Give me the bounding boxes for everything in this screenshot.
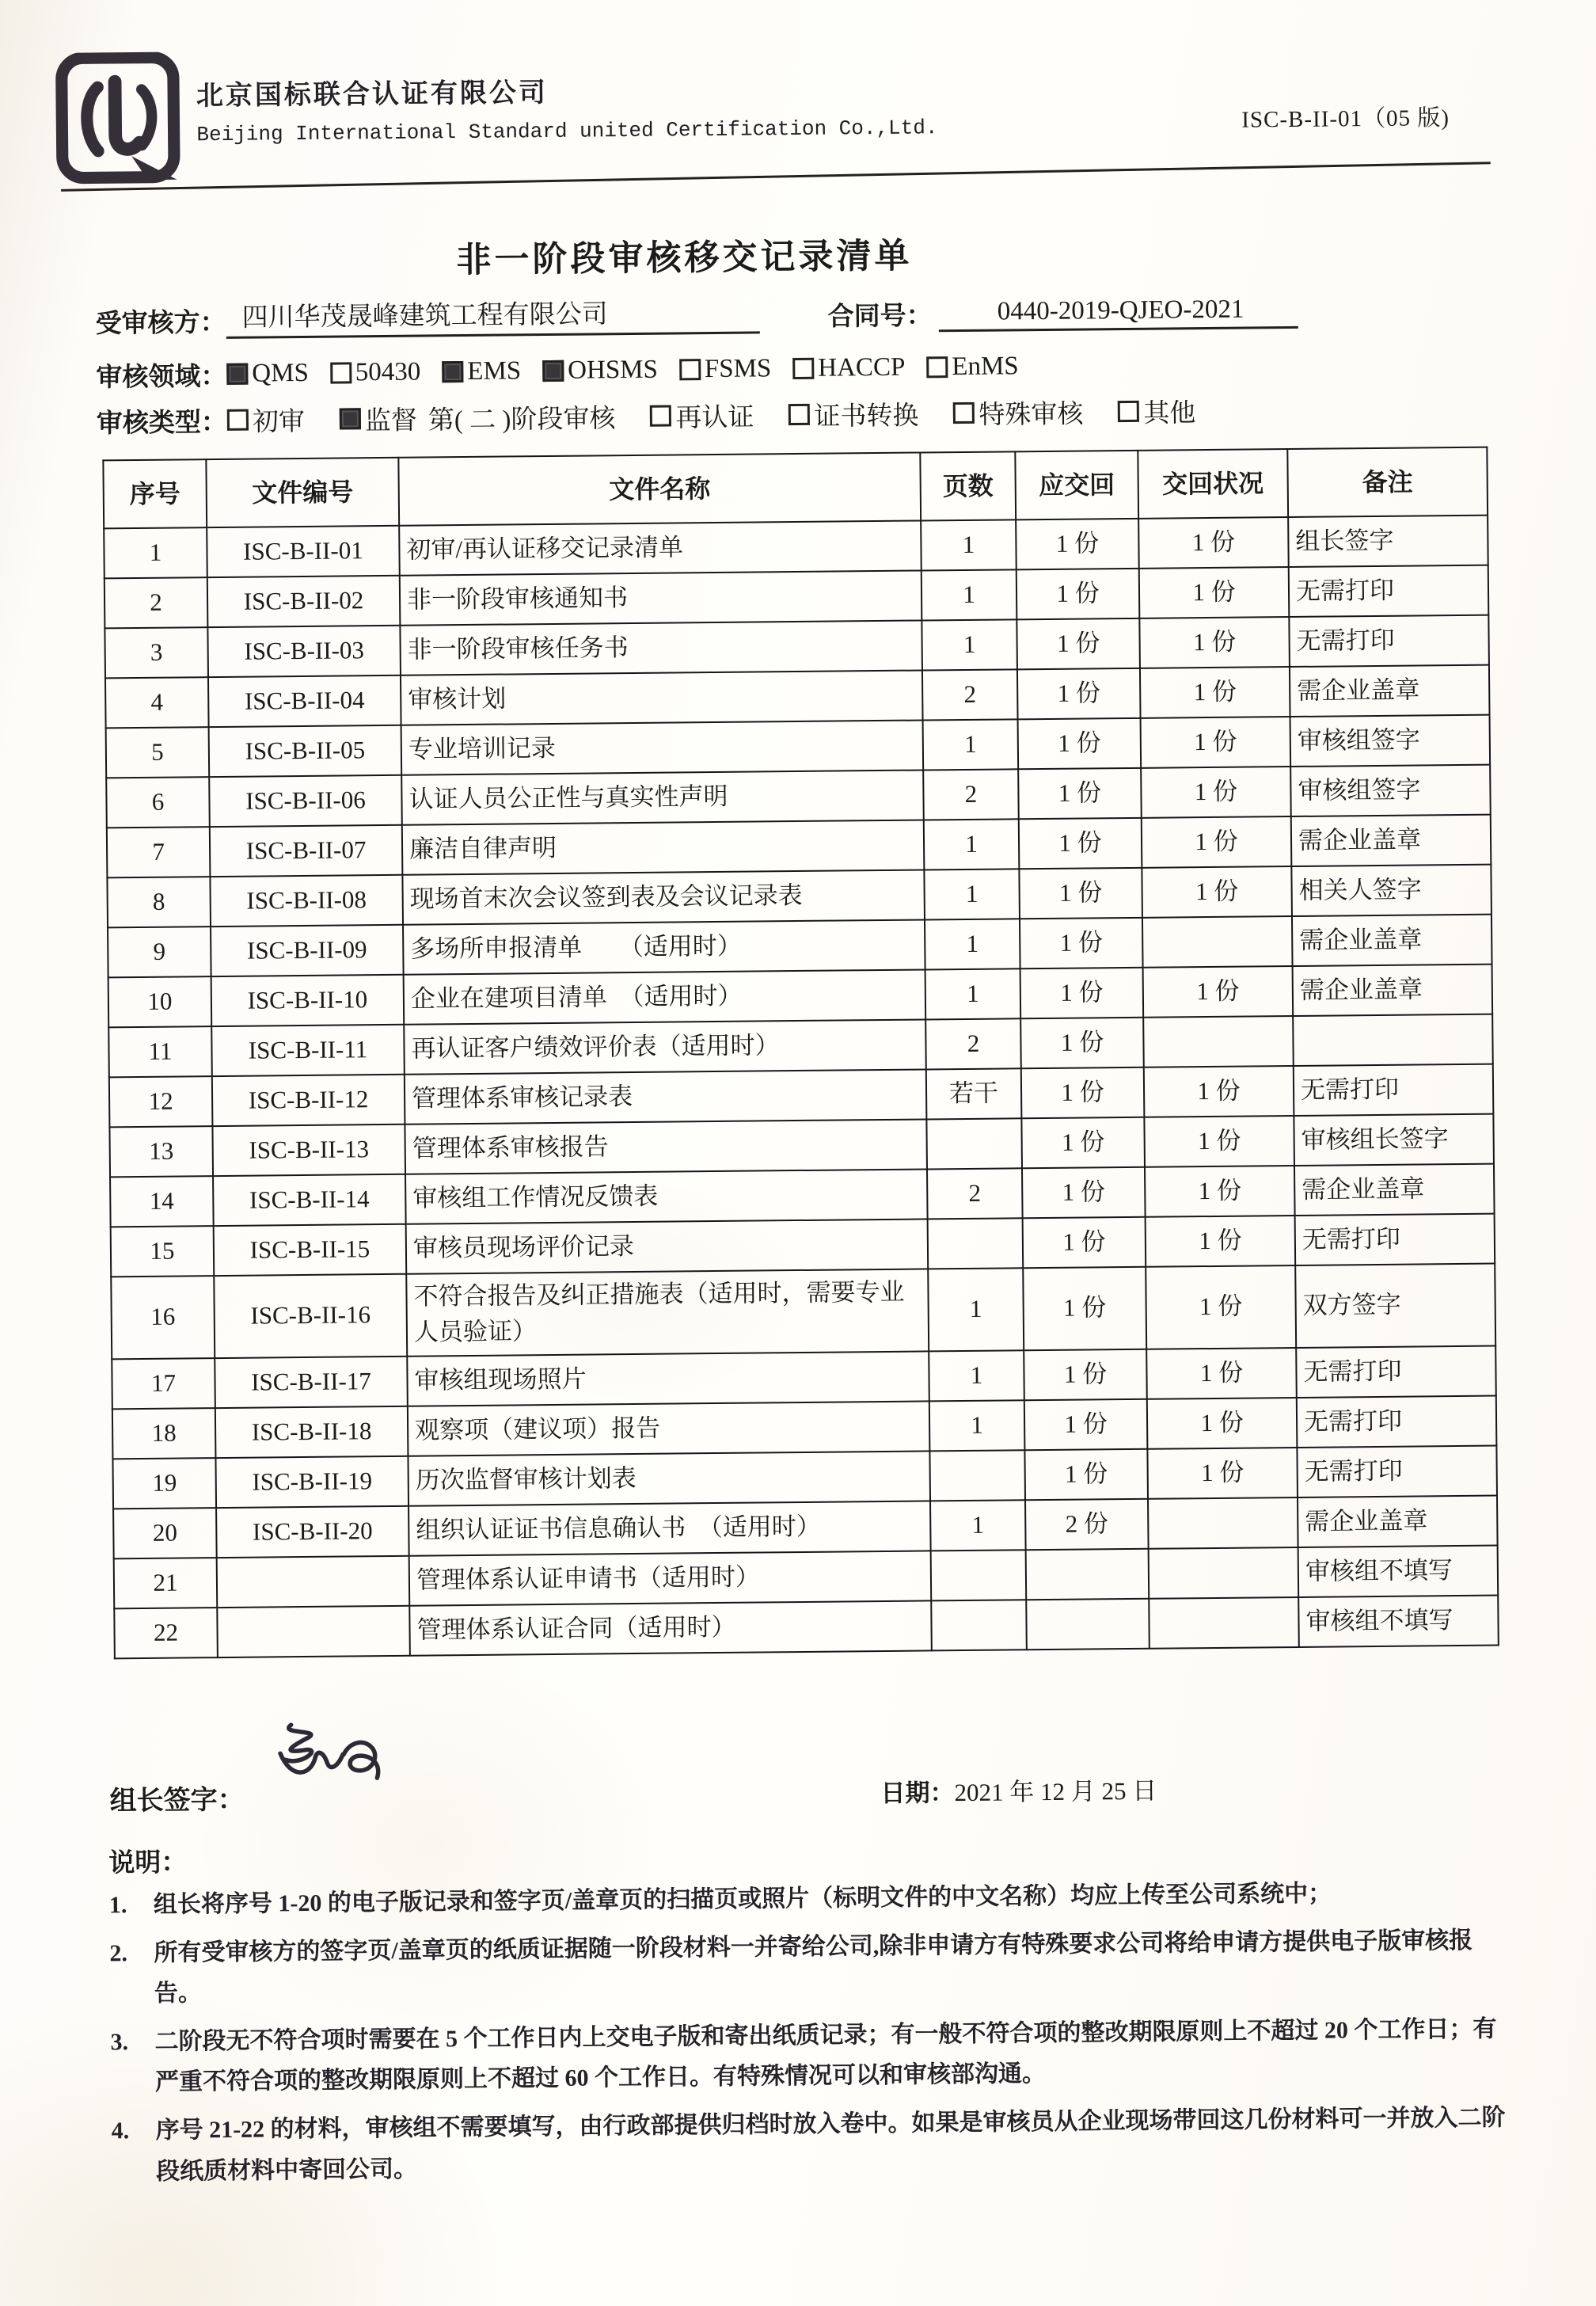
cell-index: 8 — [107, 877, 211, 927]
checkbox-item-enms — [926, 352, 1019, 382]
col-header-return-status: 交回状况 — [1138, 449, 1288, 519]
cell-doc-number: ISC-B-II-11 — [211, 1025, 405, 1076]
note-number: 4. — [111, 2118, 130, 2144]
cell-doc-name: 不符合报告及纠正措施表（适用时，需要专业人员验证） — [406, 1269, 929, 1356]
checkbox-label-special-audit: 特殊审核 — [978, 400, 1084, 430]
cell-index: 7 — [107, 827, 211, 877]
checkbox-fsms-unchecked — [679, 359, 701, 380]
cell-return-status: 1 份 — [1145, 1166, 1295, 1217]
bisc-logo-icon — [53, 51, 188, 186]
cell-doc-number — [217, 1556, 410, 1608]
col-header-doc-number: 文件编号 — [206, 458, 399, 527]
cell-remark: 审核组签字 — [1290, 765, 1491, 816]
contract-label: 合同号： — [827, 302, 933, 332]
checkbox-label-enms: EnMS — [952, 352, 1019, 382]
cell-return-status: 1 份 — [1146, 1265, 1296, 1349]
cell-doc-name: 观察项（建议项）报告 — [408, 1401, 930, 1456]
col-header-remark: 备注 — [1287, 447, 1488, 517]
audit-fields-label: 审核领域： — [96, 362, 227, 393]
handwritten-signature — [245, 1707, 428, 1827]
header-divider — [61, 162, 1491, 192]
cell-due-return: 1 份 — [1018, 768, 1142, 819]
cell-due-return: 1 份 — [1016, 569, 1140, 619]
cell-doc-name: 管理体系审核记录表 — [405, 1069, 927, 1124]
audit-fields-checkboxes — [226, 352, 1040, 391]
checkbox-label-50430: 50430 — [355, 357, 421, 387]
checkbox-other-unchecked — [1118, 401, 1139, 422]
cell-doc-number: ISC-B-II-03 — [207, 626, 401, 677]
cell-due-return: 1 份 — [1019, 818, 1142, 869]
date-label: 日期： — [880, 1779, 955, 1808]
cell-doc-name: 认证人员公正性与真实性声明 — [401, 770, 924, 824]
cell-pages: 1 — [924, 869, 1020, 919]
cell-pages — [931, 1550, 1027, 1600]
cell-return-status — [1148, 1497, 1298, 1549]
cell-doc-name: 审核员现场评价记录 — [406, 1219, 929, 1273]
notes-list — [109, 1871, 1512, 2199]
note-number: 1. — [108, 1892, 127, 1919]
cell-due-return: 1 份 — [1020, 918, 1143, 968]
cell-pages: 1 — [928, 1268, 1024, 1351]
cell-doc-name: 现场首末次会议签到表及会议记录表 — [402, 870, 925, 924]
cell-pages: 2 — [925, 1018, 1021, 1069]
cell-doc-number: ISC-B-II-01 — [207, 526, 400, 577]
cell-pages — [929, 1450, 1025, 1501]
cell-doc-number: ISC-B-II-20 — [216, 1506, 409, 1558]
audit-fields-line — [96, 348, 1040, 394]
note-item — [111, 2097, 1511, 2192]
checkbox-item-ohsms — [542, 356, 658, 386]
cell-remark: 需企业盖章 — [1293, 965, 1493, 1016]
cell-doc-number: ISC-B-II-19 — [215, 1456, 408, 1508]
cell-return-status: 1 份 — [1147, 1398, 1298, 1449]
cell-due-return: 1 份 — [1020, 1018, 1144, 1068]
cell-return-status: 1 份 — [1140, 667, 1290, 718]
cell-doc-name: 历次监督审核计划表 — [408, 1451, 930, 1505]
checkbox-initial-audit-unchecked — [227, 409, 249, 431]
cell-index: 15 — [111, 1226, 215, 1277]
auditee-value: 四川华茂晟峰建筑工程有限公司 — [226, 291, 759, 338]
cell-doc-number: ISC-B-II-05 — [209, 725, 402, 777]
checkbox-label-haccp: HACCP — [818, 352, 906, 382]
note-text: 二阶段无不符合项时需要在 5 个工作日内上交电子版和寄出纸质记录；有一般不符合项的整改期限原则上不超过 20 个工作日；有严重不符合项的整改期限原则上不超过 60 个工作日。有特殊情况可以和审核部沟通。 — [154, 2015, 1497, 2096]
cell-return-status: 1 份 — [1147, 1448, 1298, 1499]
cell-return-status: 1 份 — [1141, 767, 1291, 818]
cell-return-status — [1142, 916, 1293, 968]
cell-doc-number: ISC-B-II-06 — [209, 775, 402, 827]
cell-due-return: 1 份 — [1023, 1217, 1146, 1268]
notes-title: 说明： — [108, 1848, 188, 1878]
cell-due-return: 1 份 — [1022, 1167, 1146, 1218]
cell-index: 19 — [112, 1458, 216, 1509]
checkbox-item-fsms — [679, 354, 772, 384]
audit-types-label: 审核类型： — [96, 408, 228, 439]
cell-remark: 组长签字 — [1288, 516, 1488, 567]
cell-pages: 若干 — [926, 1068, 1022, 1119]
col-header-pages: 页数 — [920, 451, 1016, 520]
cell-doc-name: 非一阶段审核通知书 — [400, 570, 922, 625]
cell-doc-name: 廉洁自律声明 — [402, 820, 925, 874]
checkbox-label-qms: QMS — [252, 358, 310, 388]
cell-index: 3 — [104, 627, 208, 678]
cell-return-status — [1149, 1597, 1299, 1649]
cell-doc-number: ISC-B-II-17 — [215, 1357, 408, 1408]
cell-due-return: 1 份 — [1016, 618, 1140, 669]
audit-types-checkboxes — [227, 399, 1231, 437]
cell-return-status: 1 份 — [1142, 816, 1292, 868]
cell-pages — [931, 1600, 1027, 1650]
cell-index: 20 — [113, 1508, 217, 1558]
checkbox-cert-transfer-unchecked — [788, 404, 810, 425]
cell-remark: 无需打印 — [1295, 1214, 1495, 1265]
cell-pages — [928, 1218, 1024, 1269]
note-number: 2. — [109, 1939, 128, 1966]
checkbox-enms-unchecked — [926, 356, 948, 378]
date-value: 2021 年 12 月 25 日 — [954, 1776, 1157, 1807]
auditee-label: 受审核方： — [95, 308, 226, 339]
cell-doc-name: 管理体系审核报告 — [405, 1119, 927, 1174]
cell-due-return: 1 份 — [1018, 718, 1142, 769]
date-line — [880, 1771, 1157, 1809]
audit-types-line — [97, 392, 1231, 440]
cell-doc-name: 多场所申报清单 （适用时） — [403, 919, 925, 974]
cell-return-status: 1 份 — [1144, 1066, 1294, 1117]
cell-remark: 无需打印 — [1294, 1064, 1494, 1116]
checkbox-haccp-unchecked — [792, 358, 814, 379]
note-text: 所有受审核方的签字页/盖章页的纸质证据随一阶段材料一并寄给公司,除非申请方有特殊要求公司将给申请方提供电子版审核报告。 — [154, 1927, 1473, 2007]
cell-remark: 审核组不填写 — [1298, 1595, 1499, 1646]
cell-doc-name: 管理体系认证合同（适用时） — [409, 1600, 932, 1655]
cell-doc-number — [217, 1606, 410, 1657]
cell-return-status: 1 份 — [1142, 866, 1292, 918]
cell-remark: 审核组签字 — [1290, 715, 1491, 767]
cell-doc-number: ISC-B-II-10 — [211, 975, 405, 1026]
col-header-index: 序号 — [103, 459, 207, 528]
checkbox-item-haccp — [792, 353, 905, 383]
checkbox-item-cert-transfer — [788, 395, 918, 434]
cell-doc-number: ISC-B-II-09 — [211, 925, 404, 976]
cell-index: 9 — [108, 927, 211, 977]
cell-pages: 1 — [922, 569, 1017, 620]
table-row — [111, 1264, 1495, 1360]
checkbox-item-special-audit — [953, 394, 1083, 432]
checkbox-label-supervision: 监督 — [364, 406, 418, 436]
cell-remark: 无需打印 — [1297, 1395, 1497, 1447]
cell-due-return: 2 份 — [1025, 1499, 1149, 1550]
cell-due-return: 1 份 — [1020, 968, 1144, 1018]
cell-doc-name: 初审/再认证移交记录清单 — [399, 520, 922, 575]
spacer — [760, 325, 828, 326]
page-title: 非一阶段审核移交记录清单 — [456, 236, 913, 280]
cell-doc-number: ISC-B-II-16 — [214, 1274, 407, 1358]
cell-pages: 1 — [921, 519, 1016, 570]
cell-pages: 1 — [923, 719, 1019, 770]
doc-code: ISC-B-II-01（05 版) — [1241, 105, 1450, 133]
checkbox-label-recertification: 再认证 — [675, 403, 754, 433]
cell-index: 22 — [114, 1608, 218, 1658]
checkbox-label-ohsms: OHSMS — [568, 355, 659, 385]
cell-return-status — [1149, 1547, 1299, 1599]
cell-index: 2 — [104, 577, 208, 628]
cell-index: 16 — [111, 1276, 215, 1359]
col-header-doc-name: 文件名称 — [398, 452, 921, 525]
cell-doc-number: ISC-B-II-15 — [214, 1224, 407, 1276]
cell-index: 12 — [109, 1076, 213, 1127]
cell-remark — [1293, 1014, 1493, 1066]
cell-return-status — [1143, 1016, 1294, 1067]
cell-doc-number: ISC-B-II-14 — [213, 1174, 406, 1226]
cell-pages: 1 — [929, 1350, 1024, 1401]
leader-signature-label: 组长签字： — [109, 1785, 245, 1817]
documents-table — [102, 447, 1499, 1660]
checkbox-label-cert-transfer: 证书转换 — [814, 401, 919, 432]
cell-pages: 1 — [922, 619, 1017, 670]
checkbox-label-initial-audit: 初审 — [252, 407, 306, 437]
cell-remark: 需企业盖章 — [1291, 815, 1492, 866]
note-item — [109, 1871, 1509, 1926]
cell-due-return: 1 份 — [1021, 1067, 1145, 1118]
cell-index: 6 — [106, 777, 210, 828]
cell-due-return: 1 份 — [1016, 519, 1139, 569]
cell-doc-number: ISC-B-II-08 — [210, 875, 403, 927]
cell-doc-name: 审核组工作情况反馈表 — [405, 1169, 928, 1223]
checkbox-item-recertification — [650, 397, 754, 435]
cell-pages: 1 — [930, 1500, 1026, 1551]
cell-index: 21 — [114, 1558, 218, 1608]
cell-pages: 1 — [925, 919, 1020, 969]
cell-remark: 需企业盖章 — [1292, 915, 1492, 966]
note-item — [109, 1920, 1510, 2015]
cell-doc-name: 企业在建项目清单 （适用时） — [404, 969, 926, 1024]
cell-index: 18 — [112, 1408, 216, 1459]
cell-index: 17 — [112, 1358, 215, 1409]
cell-due-return: 1 份 — [1021, 1117, 1145, 1168]
company-name-cn: 北京国标联合认证有限公司 — [196, 78, 549, 112]
cell-pages: 2 — [927, 1168, 1023, 1219]
cell-index: 14 — [110, 1176, 214, 1227]
cell-return-status: 1 份 — [1141, 717, 1291, 768]
checkbox-label-fsms: FSMS — [704, 354, 772, 384]
cell-due-return: 1 份 — [1024, 1399, 1148, 1450]
col-header-due-return: 应交回 — [1015, 451, 1138, 519]
auditee-contract-line — [95, 287, 1298, 341]
checkbox-qms-checked — [226, 363, 248, 385]
cell-due-return: 1 份 — [1024, 1349, 1147, 1400]
cell-due-return: 1 份 — [1024, 1449, 1148, 1500]
cell-return-status: 1 份 — [1143, 966, 1294, 1018]
cell-index: 1 — [104, 527, 207, 578]
cell-return-status: 1 份 — [1139, 617, 1290, 668]
cell-doc-name: 专业培训记录 — [401, 720, 924, 774]
cell-due-return — [1026, 1549, 1150, 1600]
checkbox-item-qms — [226, 359, 309, 389]
cell-due-return — [1026, 1599, 1150, 1650]
cell-remark: 无需打印 — [1296, 1345, 1496, 1397]
cell-index: 11 — [108, 1026, 212, 1077]
cell-doc-number: ISC-B-II-12 — [212, 1075, 405, 1126]
cell-doc-name: 管理体系认证申请书（适用时） — [409, 1551, 932, 1605]
cell-return-status: 1 份 — [1138, 517, 1289, 569]
cell-remark: 审核组不填写 — [1298, 1545, 1499, 1596]
checkbox-ohsms-checked — [542, 360, 564, 382]
note-text: 组长将序号 1-20 的电子版记录和签字页/盖章页的扫描页或照片（标明文件的中文名称）均应上传至公司系统中； — [153, 1880, 1332, 1918]
cell-pages: 1 — [925, 968, 1021, 1019]
cell-remark: 审核组长签字 — [1294, 1114, 1494, 1166]
cell-pages — [926, 1118, 1022, 1169]
cell-doc-number: ISC-B-II-07 — [210, 825, 403, 877]
cell-pages: 2 — [923, 769, 1019, 820]
cell-index: 13 — [109, 1126, 213, 1177]
checkbox-item-ems — [442, 356, 521, 386]
cell-remark: 需企业盖章 — [1294, 1164, 1495, 1216]
cell-doc-number: ISC-B-II-04 — [208, 675, 401, 727]
cell-doc-number: ISC-B-II-13 — [212, 1124, 405, 1176]
cell-doc-name: 审核计划 — [401, 670, 923, 725]
cell-due-return: 1 份 — [1019, 868, 1142, 919]
checkbox-label-ems: EMS — [467, 356, 522, 386]
cell-index: 4 — [105, 677, 209, 728]
cell-return-status: 1 份 — [1146, 1216, 1296, 1267]
checkbox-recertification-unchecked — [650, 405, 671, 427]
cell-pages: 2 — [922, 669, 1018, 720]
cell-remark: 双方签字 — [1295, 1264, 1495, 1348]
cell-doc-name: 审核组现场照片 — [407, 1351, 929, 1406]
cell-doc-number: ISC-B-II-18 — [215, 1406, 408, 1458]
checkbox-label-other: 其他 — [1143, 399, 1196, 428]
checkbox-ems-checked — [442, 361, 463, 382]
checkbox-item-50430 — [330, 358, 421, 388]
checkbox-item-initial-audit — [227, 401, 305, 439]
cell-doc-name: 再认证客户绩效评价表（适用时） — [404, 1019, 926, 1074]
checkbox-50430-unchecked — [330, 362, 352, 383]
table-header-row — [103, 447, 1488, 529]
cell-remark: 无需打印 — [1289, 565, 1489, 617]
note-item — [110, 2008, 1510, 2103]
cell-return-status: 1 份 — [1146, 1348, 1297, 1399]
cell-doc-name: 非一阶段审核任务书 — [400, 620, 922, 675]
company-name-en: Beijing International Standard united Certification Co.,Ltd. — [196, 116, 938, 147]
cell-doc-number: ISC-B-II-02 — [207, 576, 401, 627]
checkbox-supervision-checked — [340, 408, 361, 429]
checkbox-suffix-supervision: 第( 二 )阶段审核 — [428, 405, 616, 436]
checkbox-item-supervision — [340, 398, 616, 437]
cell-pages: 1 — [924, 819, 1020, 870]
cell-index: 5 — [106, 727, 210, 778]
cell-remark: 需企业盖章 — [1290, 665, 1490, 717]
cell-remark: 需企业盖章 — [1298, 1495, 1498, 1547]
cell-remark: 无需打印 — [1289, 615, 1489, 667]
cell-doc-name: 组织认证证书信息确认书 （适用时） — [408, 1501, 931, 1555]
cell-index: 10 — [108, 976, 212, 1027]
checkbox-item-other — [1118, 392, 1195, 430]
note-number: 3. — [110, 2028, 129, 2056]
contract-value: 0440-2019-QJEO-2021 — [938, 295, 1298, 332]
cell-due-return: 1 份 — [1023, 1267, 1146, 1350]
cell-return-status: 1 份 — [1144, 1116, 1294, 1167]
cell-remark: 无需打印 — [1297, 1445, 1497, 1497]
note-text: 序号 21-22 的材料，审核组不需要填写，由行政部提供归档时放入卷中。如果是审核员从企业现场带回这几份材料可一并放入二阶段纸质材料中寄回公司。 — [155, 2104, 1506, 2185]
checkbox-special-audit-unchecked — [953, 402, 975, 424]
cell-return-status: 1 份 — [1139, 567, 1290, 618]
cell-pages: 1 — [929, 1400, 1025, 1451]
cell-remark: 相关人签字 — [1291, 865, 1492, 916]
cell-due-return: 1 份 — [1017, 668, 1141, 719]
